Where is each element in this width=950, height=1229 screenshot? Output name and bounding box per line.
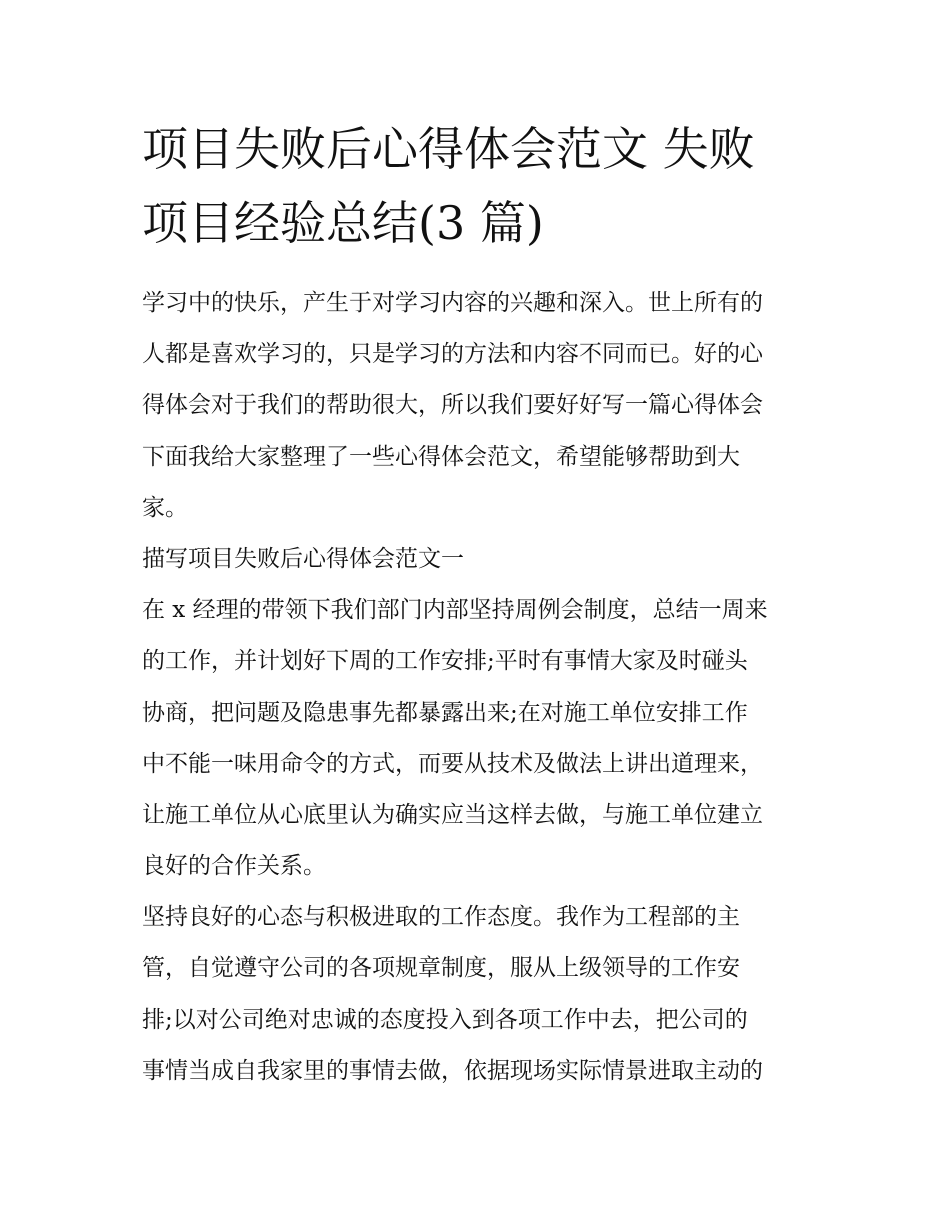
body-line-p1-2: 的工作，并计划好下周的工作安排;平时有事情大家及时碰头 bbox=[142, 648, 748, 675]
body-line-p2-4: 事情当成自我家里的事情去做，依据现场实际情景进取主动的 bbox=[142, 1057, 763, 1084]
section-heading-1: 描写项目失败后心得体会范文一 bbox=[142, 545, 464, 572]
body-line-intro-5: 家。 bbox=[142, 494, 188, 521]
body-line-p1-6: 良好的合作关系。 bbox=[142, 853, 326, 880]
body-line-p2-3: 排;以对公司绝对忠诚的态度投入到各项工作中去，把公司的 bbox=[142, 1006, 748, 1033]
document-title bbox=[142, 112, 822, 260]
body-line-intro-3: 得体会对于我们的帮助很大，所以我们要好好写一篇心得体会 bbox=[142, 392, 763, 419]
body-line-intro-1: 学习中的快乐，产生于对学习内容的兴趣和深入。世上所有的 bbox=[142, 290, 763, 316]
body-line-p2-1: 坚持良好的心态与积极进取的工作态度。我作为工程部的主 bbox=[142, 904, 740, 931]
body-line-intro-2: 人都是喜欢学习的，只是学习的方法和内容不同而已。好的心 bbox=[142, 341, 763, 368]
body-line-intro-4: 下面我给大家整理了一些心得体会范文，希望能够帮助到大 bbox=[142, 443, 740, 470]
title-line-1: 项目失败后心得体会范文 失败 bbox=[142, 122, 755, 176]
body-line-p1-3: 协商，把问题及隐患事先都暴露出来;在对施工单位安排工作 bbox=[142, 699, 748, 726]
title-line-2: 项目经验总结(3 篇) bbox=[142, 196, 544, 250]
body-line-p2-2: 管，自觉遵守公司的各项规章制度，服从上级领导的工作安 bbox=[142, 955, 740, 982]
body-line-p1-1: 在 x 经理的带领下我们部门内部坚持周例会制度，总结一周来 bbox=[142, 597, 768, 624]
body-line-p1-5: 让施工单位从心底里认为确实应当这样去做，与施工单位建立 bbox=[142, 801, 763, 828]
body-line-p1-4: 中不能一味用命令的方式，而要从技术及做法上讲出道理来， bbox=[142, 750, 763, 777]
document-body bbox=[142, 278, 822, 1097]
